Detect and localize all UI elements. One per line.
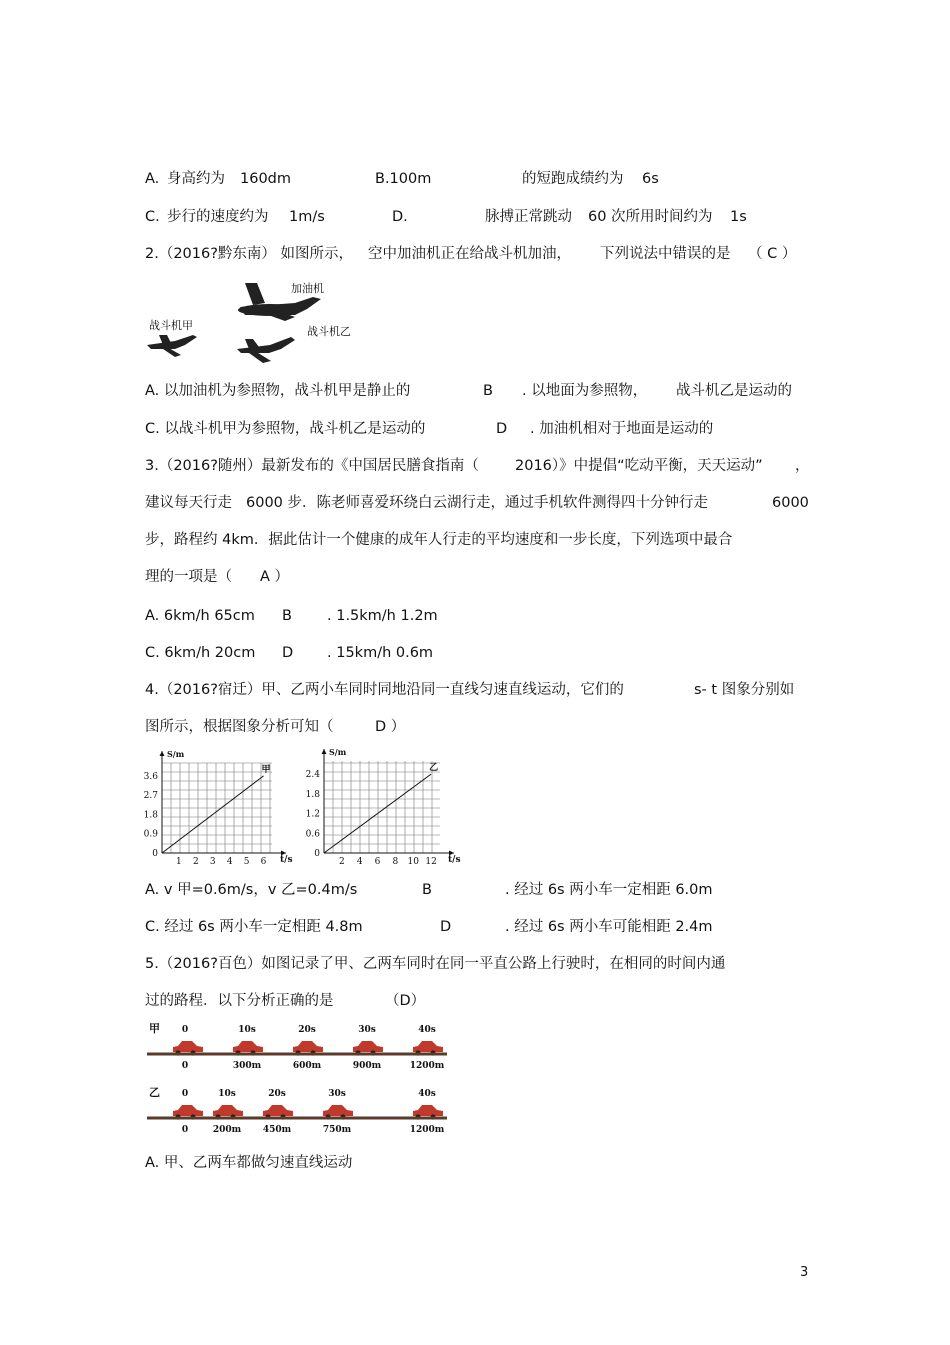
x-axis-label: t/s <box>448 855 461 865</box>
q5-line-2b: （D） <box>385 993 426 1009</box>
jia-name: 甲 <box>149 1022 160 1035</box>
q2-option-c: C. 以战斗机甲为参照物，战斗机乙是运动的 <box>145 421 426 437</box>
x-tick-label: 1 <box>176 857 182 867</box>
q4-line-2a: 图所示，根据图象分析可知（ <box>145 719 334 735</box>
q3-line-1a: 3.（2016?随州）最新发布的《中国居民膳食指南（ <box>145 458 479 474</box>
yi-time-label: 10s <box>218 1089 236 1099</box>
yi-time-label: 30s <box>328 1089 346 1099</box>
y-tick-label: 2.4 <box>305 770 320 781</box>
q1-option-a-value: 160dm <box>240 171 292 187</box>
jia-distance-label: 600m <box>292 1061 322 1071</box>
q3-line-2a: 建议每天行走 <box>145 495 232 511</box>
refueling-figure <box>145 275 365 365</box>
x-tick-label: 2 <box>192 857 199 867</box>
q5-line-1: 5.（2016?百色）如图记录了甲、乙两车同时在同一平直公路上行驶时，在相同的时间内通 <box>145 956 726 972</box>
y-axis-label: S/m <box>329 747 347 757</box>
jia-time-label: 40s <box>418 1025 436 1035</box>
q1-option-a-label: A. <box>145 171 160 187</box>
q1-option-c-text: 步行的速度约为 <box>167 209 269 225</box>
q2-stem-3: 下列说法中错误的是 <box>600 246 731 262</box>
q4-line-1b: s- t 图象分别如 <box>694 682 795 698</box>
x-tick-label: 4 <box>226 857 233 867</box>
q3-option-c: C. 6km/h 20cm <box>145 645 256 661</box>
jia-distance-label: 0 <box>181 1061 189 1071</box>
jia-time-label: 0 <box>181 1025 189 1035</box>
fighter-b-label: 战斗机乙 <box>307 325 351 338</box>
q3-option-b: . 1.5km/h 1.2m <box>327 608 438 624</box>
series-line <box>162 776 264 853</box>
x-axis-label: t/s <box>280 855 293 865</box>
q3-option-a: A. 6km/h 65cm <box>145 608 255 624</box>
q2-answer: （ C ） <box>748 246 797 262</box>
q4-option-b: . 经过 6s 两小车一定相距 6.0m <box>505 882 713 898</box>
y-tick-label: 3.6 <box>143 771 158 782</box>
q3-option-d: . 15km/h 0.6m <box>327 645 434 661</box>
q1-option-d-label: D. <box>392 209 408 225</box>
yi-distance-label: 750m <box>322 1125 352 1135</box>
jia-distance-label: 300m <box>232 1061 262 1071</box>
x-tick-label: 8 <box>392 857 399 867</box>
origin-label: 0 <box>314 849 320 859</box>
q3-line-4b: A ） <box>260 569 290 585</box>
y-tick-label: 0.6 <box>305 829 320 840</box>
chart-title: 甲 <box>261 764 271 775</box>
x-tick-label: 12 <box>425 857 437 867</box>
q2-option-d: . 加油机相对于地面是运动的 <box>530 421 714 437</box>
x-tick-label: 3 <box>209 857 216 867</box>
fighter-b-plane-icon <box>237 337 295 363</box>
x-tick-label: 6 <box>374 857 381 867</box>
y-axis-arrow <box>322 749 327 754</box>
y-tick-label: 2.7 <box>143 791 158 802</box>
jia-distance-label: 1200m <box>409 1061 445 1071</box>
yi-distance-label: 200m <box>212 1125 242 1135</box>
q1-option-b-text2: 的短跑成绩约为 <box>522 171 624 187</box>
q5-line-2a: 过的路程．以下分析正确的是 <box>145 993 334 1009</box>
yi-distance-label: 1200m <box>409 1125 445 1135</box>
yi-distance-label: 450m <box>262 1125 292 1135</box>
q2-stem-2: 空中加油机正在给战斗机加油， <box>368 246 571 262</box>
q3-line-1b: 2016）》中提倡“吃动平衡，天天运动” <box>515 458 763 474</box>
yi-time-label: 20s <box>268 1089 286 1099</box>
q2-option-a: A. 以加油机为参照物，战斗机甲是静止的 <box>145 383 411 399</box>
y-axis-arrow <box>160 751 165 756</box>
page-number: 3 <box>800 1265 809 1280</box>
yi-name: 乙 <box>149 1086 160 1099</box>
tanker-label: 加油机 <box>291 282 324 295</box>
q3-line-2b: 6000 步．陈老师喜爱环绕白云湖行走，通过手机软件测得四十分钟行走 <box>246 495 709 511</box>
q1-option-d-value2: 1s <box>730 209 747 225</box>
y-tick-label: 1.8 <box>143 810 158 821</box>
q3-line-1c: ， <box>795 458 810 474</box>
q2-option-b-label: B <box>483 383 493 399</box>
series-line <box>324 774 431 853</box>
y-tick-label: 1.8 <box>305 789 320 800</box>
jia-time-label: 10s <box>238 1025 256 1035</box>
q3-line-2c: 6000 <box>772 495 809 511</box>
x-tick-label: 6 <box>260 857 267 867</box>
q2-option-d-label: D <box>496 421 508 437</box>
q4-option-d: . 经过 6s 两小车可能相距 2.4m <box>505 919 713 935</box>
q1-option-d-text: 脉搏正常跳动 <box>485 209 572 225</box>
x-tick-label: 2 <box>338 857 345 867</box>
x-tick-label: 5 <box>243 857 250 867</box>
st-chart-yi <box>302 747 470 867</box>
q3-line-4a: 理的一项是（ <box>145 569 232 585</box>
q4-option-b-label: B <box>422 882 432 898</box>
q1-option-b-value: 6s <box>642 171 659 187</box>
q1-option-b-text: B.100m <box>375 171 432 187</box>
yi-distance-label: 0 <box>181 1125 189 1135</box>
x-tick-label: 4 <box>356 857 363 867</box>
fighter-a-label: 战斗机甲 <box>149 319 193 332</box>
q4-line-1a: 4.（2016?宿迁）甲、乙两小车同时同地沿同一直线匀速直线运动，它们的 <box>145 682 624 698</box>
q4-option-d-label: D <box>440 919 452 935</box>
q5-option-a: A. 甲、乙两车都做匀速直线运动 <box>145 1155 353 1171</box>
q1-option-a-text: 身高约为 <box>167 171 225 187</box>
yi-time-label: 40s <box>418 1089 436 1099</box>
q3-line-3: 步，路程约 4km．据此估计一个健康的成年人行走的平均速度和一步长度，下列选项中最合 <box>145 532 733 548</box>
q4-option-a: A. v 甲=0.6m/s，v 乙=0.4m/s <box>145 882 358 898</box>
q2-stem-1: 2.（2016?黔东南） 如图所示， <box>145 246 354 262</box>
yi-time-label: 0 <box>181 1089 189 1099</box>
chart-title: 乙 <box>429 763 439 774</box>
q1-option-d-value: 60 次所用时间约为 <box>588 209 713 225</box>
y-axis-label: S/m <box>167 749 185 759</box>
q3-option-d-label: D <box>282 645 294 661</box>
jia-time-label: 20s <box>298 1025 316 1035</box>
x-tick-label: 10 <box>407 857 419 867</box>
jia-time-label: 30s <box>358 1025 376 1035</box>
q3-option-b-label: B <box>282 608 292 624</box>
origin-label: 0 <box>152 849 158 859</box>
q4-line-2b: D ） <box>375 719 406 735</box>
q2-option-b: . 以地面为参照物， <box>522 383 648 399</box>
jia-distance-label: 900m <box>352 1061 382 1071</box>
y-tick-label: 1.2 <box>305 809 320 820</box>
car-distance-figure <box>145 1022 455 1142</box>
st-chart-jia <box>140 749 302 867</box>
q2-option-b2: 战斗机乙是运动的 <box>676 383 792 399</box>
y-tick-label: 0.9 <box>143 829 158 840</box>
q4-option-c: C. 经过 6s 两小车一定相距 4.8m <box>145 919 363 935</box>
q1-option-c-label: C. <box>145 209 160 225</box>
fighter-a-plane-icon <box>147 335 197 357</box>
q1-option-c-value: 1m/s <box>289 209 325 225</box>
